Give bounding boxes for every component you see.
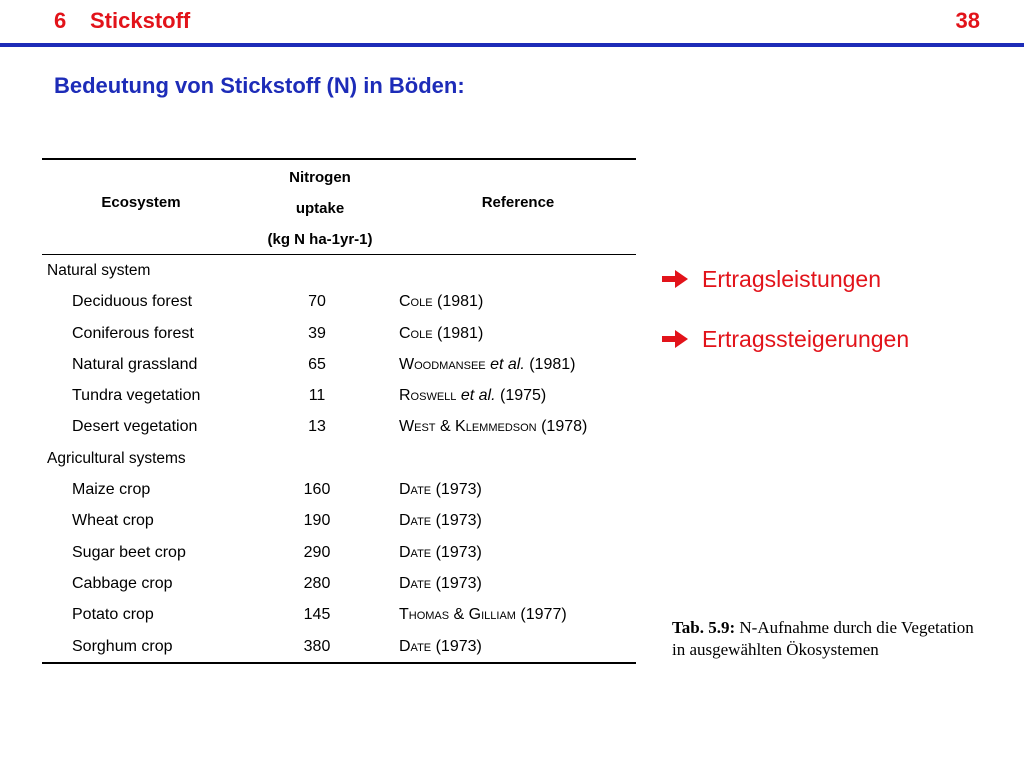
reference-cell: [399, 380, 546, 411]
reference-author: Cole: [399, 293, 433, 311]
table-row: [42, 318, 636, 349]
reference-author: Date: [399, 543, 432, 561]
table-bottom-rule: [42, 662, 636, 664]
uptake-cell: 145: [303, 606, 331, 624]
page-subtitle: Bedeutung von Stickstoff (N) in Böden:: [54, 73, 465, 98]
uptake-cell: 290: [303, 543, 331, 561]
header-nitrogen-line1: Nitrogen: [289, 169, 351, 186]
reference-author: Date: [399, 574, 432, 592]
page-number: 38: [955, 8, 980, 33]
table-body: [42, 255, 636, 662]
reference-cell: [399, 505, 482, 536]
header-nitrogen-line2: uptake: [295, 200, 345, 217]
reference-cell: [399, 568, 482, 599]
bullet-text: Ertragssteigerungen: [702, 326, 910, 352]
reference-author: Date: [399, 512, 432, 530]
table-row: [42, 568, 636, 599]
reference-author: Cole: [399, 324, 433, 342]
reference-cell: [399, 474, 482, 505]
reference-cell: [399, 349, 575, 380]
table-caption: [672, 617, 974, 661]
table-row: [42, 599, 636, 630]
ecosystem-cell: Sugar beet crop: [72, 543, 186, 561]
table-row: [42, 286, 636, 317]
table-row: [42, 537, 636, 568]
reference-year: (1978): [536, 418, 588, 436]
group-label: Agricultural systems: [47, 449, 186, 467]
reference-year: (1973): [431, 481, 482, 499]
reference-year: (1973): [431, 637, 482, 655]
table-header: [42, 160, 636, 254]
chapter-number: 6: [54, 8, 67, 33]
table-group-row: [42, 255, 636, 286]
header-divider: [0, 43, 1024, 47]
reference-year: (1981): [524, 355, 576, 373]
uptake-cell: 70: [308, 293, 326, 311]
ecosystem-cell: Sorghum crop: [72, 637, 173, 655]
reference-et-al: et al.: [485, 355, 525, 373]
table-row: [42, 380, 636, 411]
uptake-cell: 13: [308, 418, 326, 436]
table-row: [42, 474, 636, 505]
reference-cell: [399, 411, 587, 442]
uptake-cell: 39: [308, 324, 326, 342]
reference-cell: [399, 599, 567, 630]
table-group-row: [42, 443, 636, 474]
group-label: Natural system: [47, 262, 151, 279]
table-row: [42, 349, 636, 380]
uptake-cell: 65: [308, 355, 326, 373]
reference-year: (1973): [431, 543, 482, 561]
header-ecosystem: Ecosystem: [101, 194, 181, 211]
table-row: [42, 505, 636, 536]
reference-author: Thomas & Gilliam: [399, 606, 516, 624]
ecosystem-cell: Tundra vegetation: [72, 387, 201, 405]
header-reference: Reference: [481, 194, 555, 211]
reference-year: (1973): [431, 574, 482, 592]
caption-label: Tab. 5.9:: [672, 618, 736, 637]
reference-author: Date: [399, 637, 432, 655]
ecosystem-cell: Wheat crop: [72, 512, 154, 530]
reference-author: Date: [399, 481, 432, 499]
caption-text-1: N-Aufnahme durch die Vegetation: [735, 618, 974, 637]
ecosystem-cell: Deciduous forest: [72, 293, 193, 311]
arrow-right-icon: [660, 328, 690, 350]
ecosystem-cell: Desert vegetation: [72, 418, 198, 436]
uptake-cell: 160: [303, 481, 331, 499]
reference-cell: [399, 537, 482, 568]
reference-year: (1981): [432, 324, 484, 342]
ecosystem-cell: Maize crop: [72, 481, 151, 499]
uptake-cell: 11: [308, 387, 326, 405]
reference-et-al: et al.: [456, 387, 496, 405]
header-nitrogen-line3: (kg N ha-1yr-1): [267, 231, 373, 248]
arrow-right-icon: [660, 268, 690, 290]
ecosystem-cell: Natural grassland: [72, 355, 198, 373]
reference-year: (1981): [432, 293, 484, 311]
reference-year: (1975): [495, 387, 547, 405]
table-row: [42, 411, 636, 442]
reference-cell: [399, 631, 482, 662]
reference-author: Roswell: [399, 387, 457, 405]
reference-cell: [399, 318, 483, 349]
uptake-cell: 280: [303, 574, 331, 592]
caption-line2: in ausgewählten Ökosystemen: [672, 640, 879, 659]
ecosystem-cell: Coniferous forest: [72, 324, 194, 342]
table-row: [42, 631, 636, 662]
ecosystem-cell: Potato crop: [72, 606, 154, 624]
reference-year: (1973): [431, 512, 482, 530]
reference-author: West & Klemmedson: [399, 418, 537, 436]
chapter-title: Stickstoff: [90, 8, 191, 33]
header-nitrogen-uptake: [240, 162, 400, 255]
caption-line1: [672, 617, 974, 639]
reference-year: (1977): [515, 606, 567, 624]
bullet-text: Ertragsleistungen: [702, 266, 881, 292]
reference-cell: [399, 286, 483, 317]
uptake-cell: 380: [303, 637, 331, 655]
reference-author: Woodmansee: [399, 355, 486, 373]
uptake-cell: 190: [303, 512, 331, 530]
nitrogen-uptake-table: [42, 158, 636, 664]
ecosystem-cell: Cabbage crop: [72, 574, 173, 592]
